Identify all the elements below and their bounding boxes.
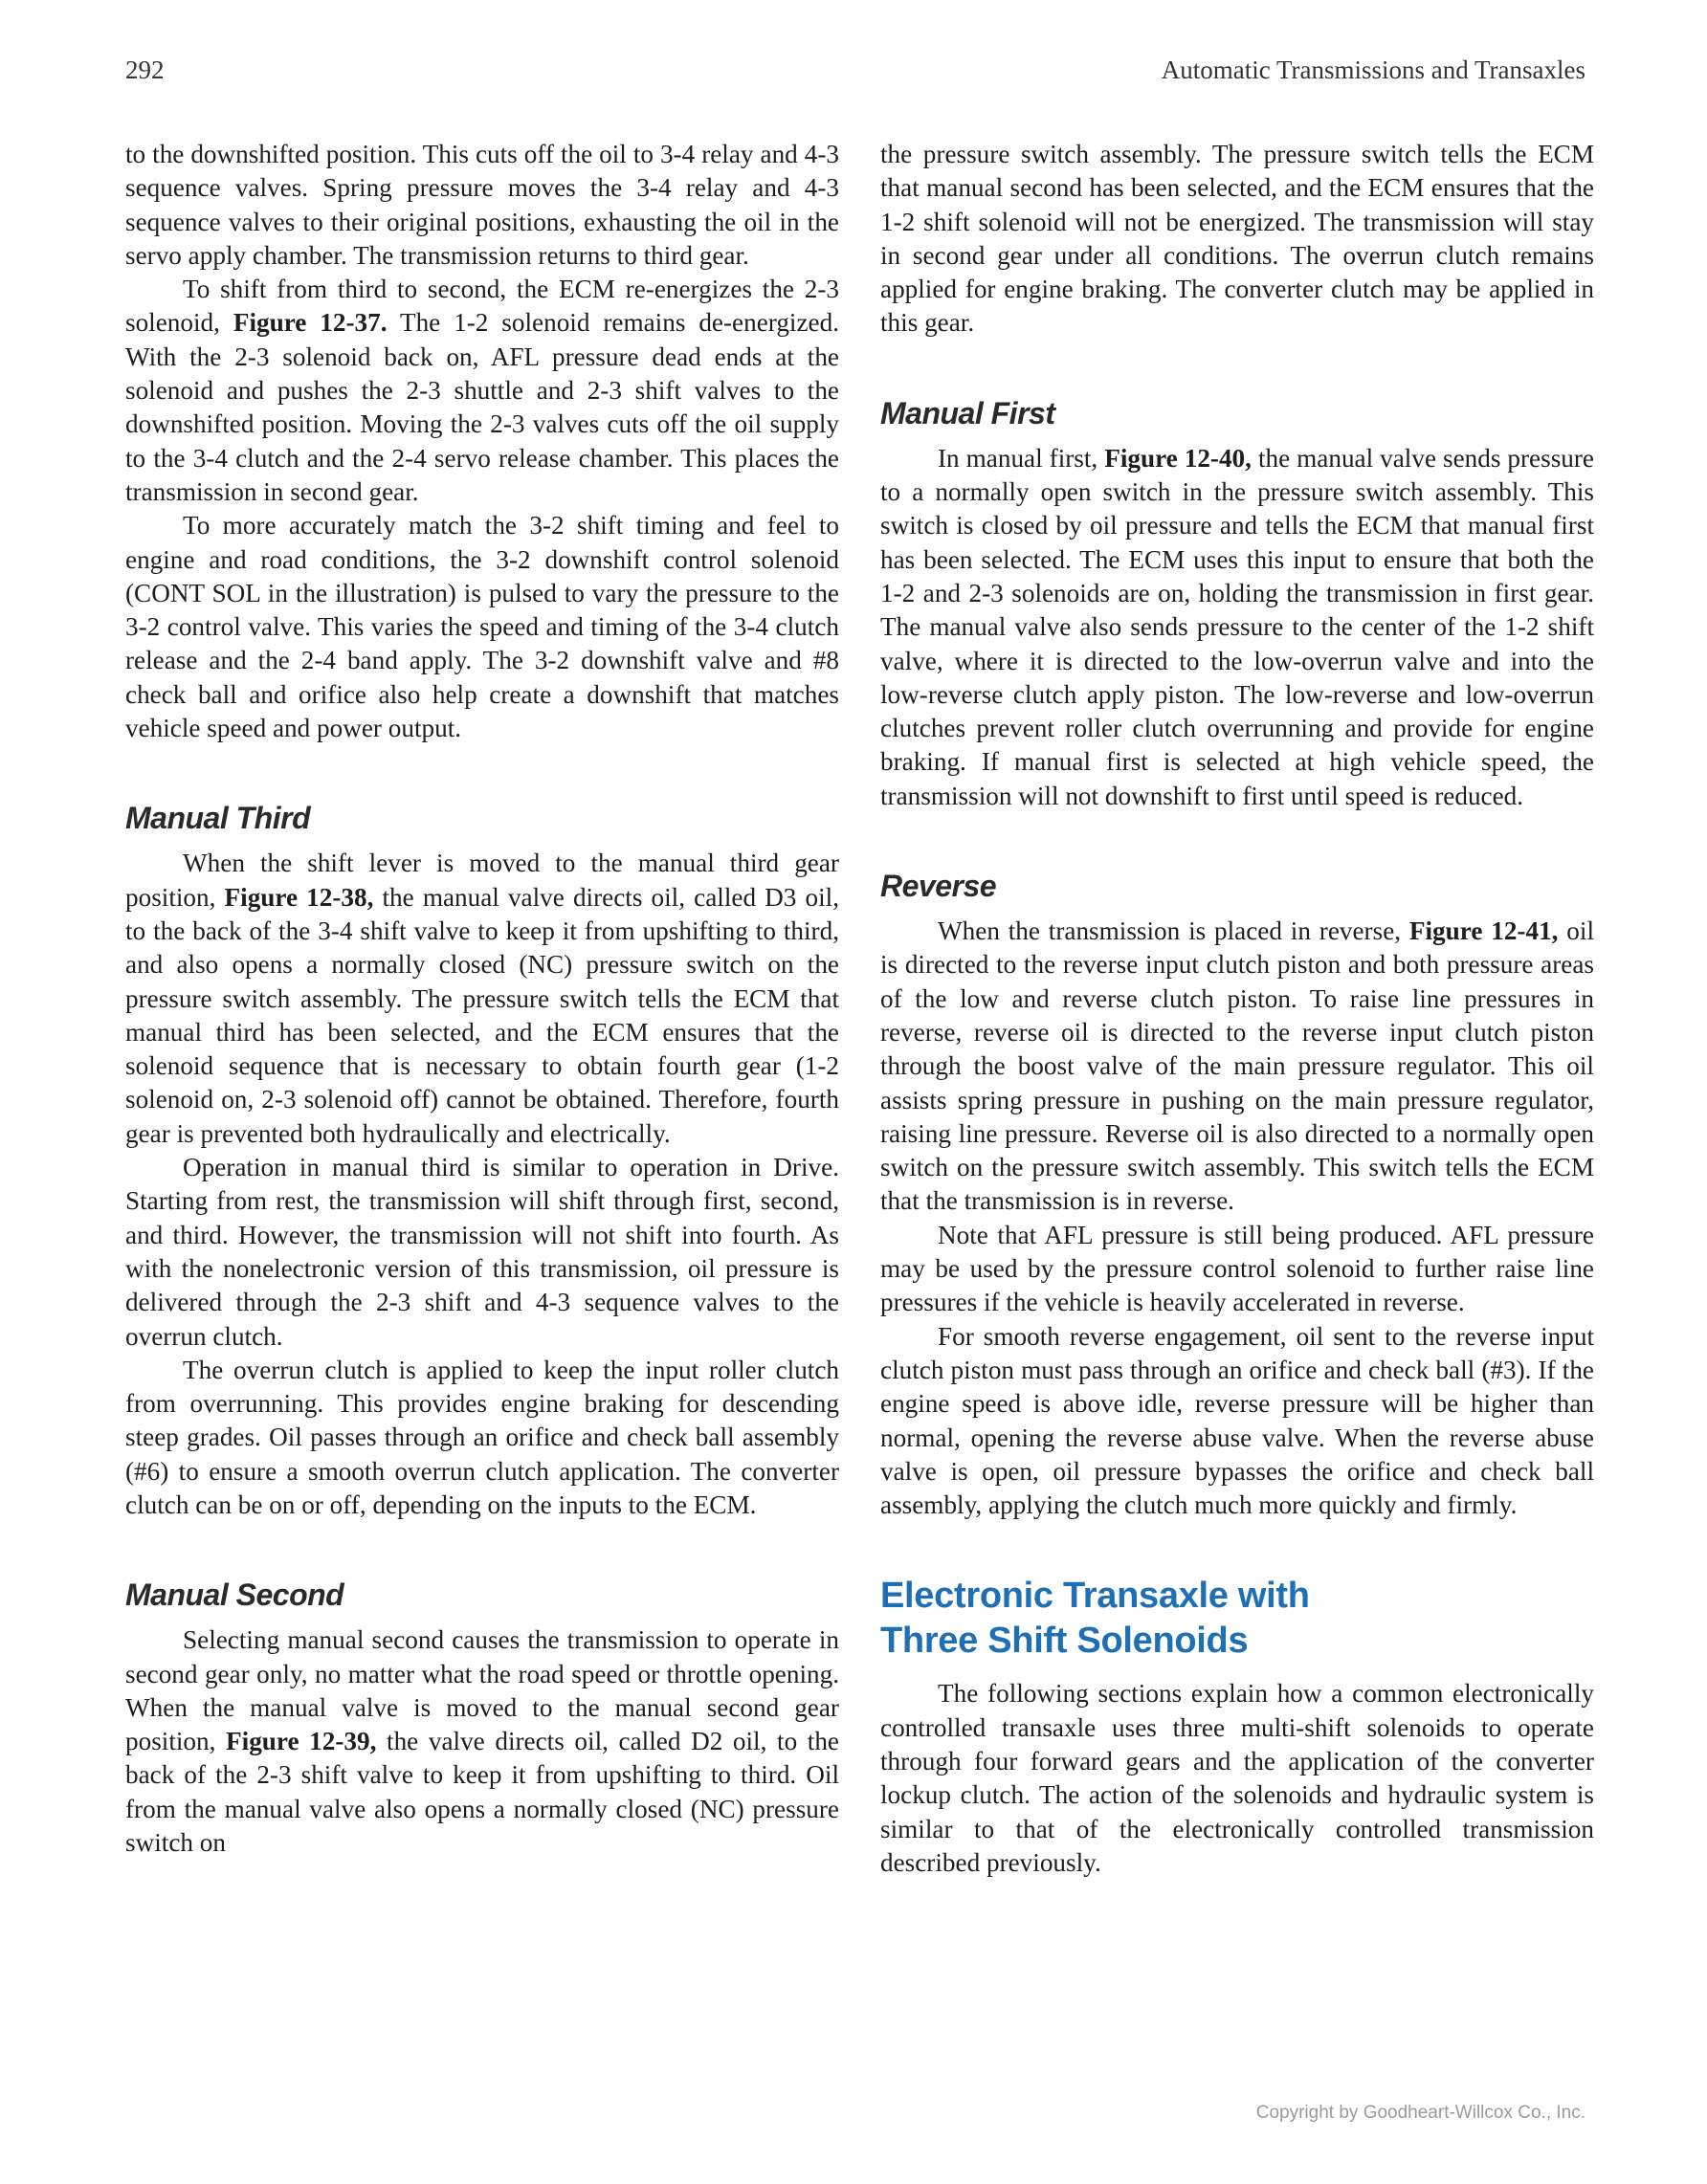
figure-reference: Figure 12-37. [233,308,388,338]
section-heading: Electronic Transaxle with Three Shift Solenoids [880,1576,1310,1662]
paragraph-continued: to the downshifted position. This cuts off the oil to 3-4 relay and 4-3 sequence valves. Spring pressure moves the 3-4 relay and 4-3 sequence valves to their original positions, exhausting the oil in the servo apply chamber. The transmission returns to third gear. [125,140,839,270]
paragraph-reverse-2: Note that AFL pressure is still being produced. AFL pressure may be used by the pressure control solenoid to further raise line pressures if the vehicle is heavily accelerated in reverse. [880,1220,1594,1317]
page-number: 292 [125,55,165,84]
paragraph-3-2-timing: To more accurately match the 3-2 shift timing and feel to engine and road conditions, the 3-2 downshift control solenoid (CONT SOL in the illustration) is pulsed to vary the pressure to the 3-2 control valve. This varies the speed and timing of the 3-4 clutch release and the 2-4 band apply. The 3-2 downshift valve and #8 check ball and orifice also help create a downshift that matches vehicle speed and power output. [125,511,839,743]
paragraph-reverse-3: For smooth reverse engagement, oil sent to the reverse input clutch piston must pass through an orifice and check ball (#3). If the engine speed is above idle, reverse pressure will be higher than normal, opening the reverse abuse valve. When the reverse abuse valve is open, oil pressure bypasses the orifice and check ball assembly, applying the clutch much more quickly and firmly. [880,1321,1594,1520]
figure-reference: Figure 12-38, [224,882,374,912]
paragraph-manual-third-3: The overrun clutch is applied to keep the input roller clutch from overrunning. This provides engine braking for descending steep grades. Oil passes through an orifice and check ball assembly (#6) to ensure a smooth overrun clutch application. The converter clutch can be on or off, depending on the inputs to the ECM. [125,1355,839,1519]
paragraph-manual-second-1: Selecting manual second causes the transmission to operate in second gear only, no matter what the road speed or throttle opening. When the manual valve is moved to the manual second gear position, Figure 12-39, the valve directs oil, called D2 oil, to the back of the 2-3 shift valve to keep it from upshifting to third. Oil from the manual valve also opens a normally closed (NC) pressure switch on [125,1625,840,1858]
paragraph-manual-third-2: Operation in manual third is similar to operation in Drive. Starting from rest, the transmission will shift through first, second, and third. However, the transmission will not shift into fourth. As with the nonelectronic version of this transmission, oil pressure is delivered through the 2-3 shift and 4-3 sequence valves to the overrun clutch. [125,1153,839,1351]
left-column [125,138,839,1860]
right-column [880,138,1594,1880]
copyright-notice: Copyright by Goodheart-Willcox Co., Inc. [1255,2103,1585,2123]
paragraph-manual-second-continued: the pressure switch assembly. The pressure switch tells the ECM that manual second has been selected, and the ECM ensures that the 1-2 shift solenoid will not be energized. The transmission will stay in second gear under all conditions. The overrun clutch remains applied for engine braking. The converter clutch may be applied in this gear. [880,140,1594,338]
paragraph-manual-first: In manual first, Figure 12-40, the manual valve sends pressure to a normally open switch in the pressure switch assembly. This switch is closed by oil pressure and tells the ECM that manual first has been selected. The ECM uses this input to ensure that both the 1-2 and 2-3 solenoids are on, holding the transmission in first gear. The manual valve also sends pressure to the center of the 1-2 shift valve, where it is directed to the low-overrun valve and into the low-reverse clutch apply piston. The low-reverse and low-overrun clutches prevent roller clutch overrunning and provide for engine braking. If manual first is selected at high vehicle speed, the transmission will not downshift to first until speed is reduced. [880,443,1594,810]
heading-manual-second: Manual Second [125,1577,344,1613]
paragraph-manual-third-1: When the shift lever is moved to the manual third gear position, Figure 12-38, the manual valve directs oil, called D3 oil, to the back of the 3-4 shift valve to keep it from upshifting to third, and also opens a normally closed (NC) pressure switch on the pressure switch assembly. The pressure switch tells the ECM that manual third has been selected, and the ECM ensures that the solenoid sequence that is necessary to obtain fourth gear (1-2 solenoid on, 2-3 solenoid off) cannot be obtained. Therefore, fourth gear is prevented both hydraulically and electrically. [125,849,839,1148]
paragraph-third-to-second: To shift from third to second, the ECM re-energizes the 2-3 solenoid, Figure 12-37. The 1-2 solenoid remains de-energized. With the 2-3 solenoid back on, AFL pressure dead ends at the solenoid and pushes the 2-3 shuttle and 2-3 shift valves to the downshifted position. Moving the 2-3 valves cuts off the oil supply to the 3-4 clutch and the 2-4 servo release chamber. This places the transmission in second gear. [125,275,840,506]
heading-manual-third: Manual Third [125,801,311,836]
paragraph-section-intro: The following sections explain how a common electronically controlled transaxle uses three multi-shift solenoids to operate through four forward gears and the application of the converter lockup clutch. The action of the solenoids and hydraulic system is similar to that of the electronically controlled transmission described previously. [880,1679,1594,1877]
paragraph-reverse-1: When the transmission is placed in reverse, Figure 12-41, oil is directed to the reverse input clutch piston and both pressure areas of the low and reverse clutch piston. To raise line pressures in reverse, reverse oil is directed to the reverse input clutch piston through the boost valve of the main pressure regulator. This oil assists spring pressure in pushing on the main pressure regulator, raising line pressure. Reverse oil is also directed to a normally open switch on the pressure switch assembly. This switch tells the ECM that the transmission is in reverse. [880,916,1594,1216]
figure-reference: Figure 12-40, [1104,443,1252,473]
figure-reference: Figure 12-41, [1408,916,1559,946]
running-head: Automatic Transmissions and Transaxles [1161,55,1585,84]
figure-reference: Figure 12-39, [226,1727,377,1756]
heading-manual-first: Manual First [880,395,1055,430]
heading-reverse: Reverse [880,869,997,904]
